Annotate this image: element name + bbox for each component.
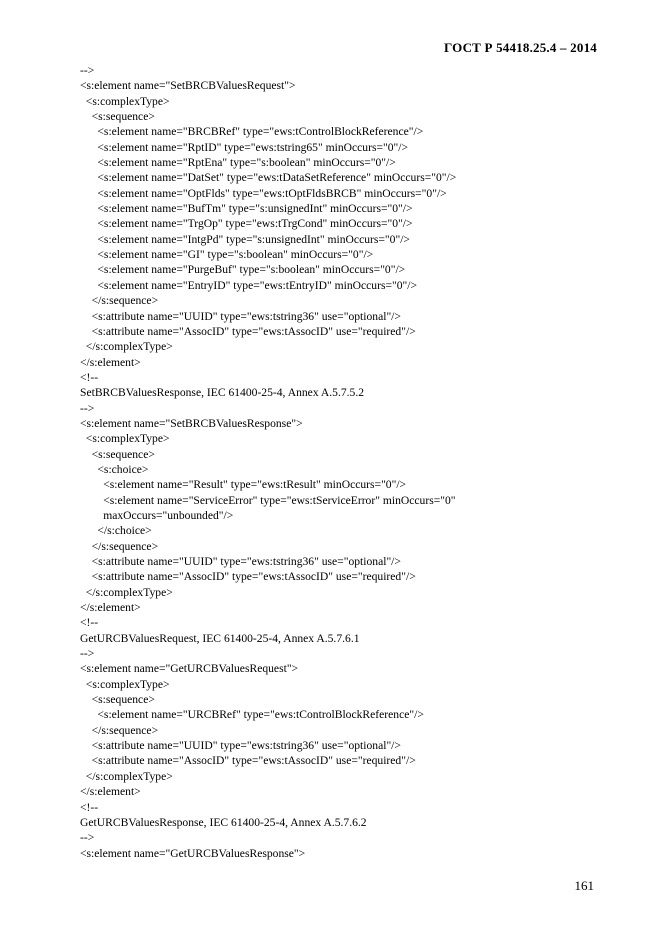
code-line: -->: [80, 647, 95, 661]
code-line: </s:sequence>: [80, 539, 159, 553]
code-line: </s:sequence>: [80, 723, 159, 737]
code-line: <s:choice>: [80, 462, 149, 476]
code-line: maxOccurs="unbounded"/>: [80, 508, 234, 522]
code-line: <s:element name="GI" type="s:boolean" minOccurs="0"/>: [80, 248, 374, 262]
code-line: <s:element name="SetBRCBValuesRequest">: [80, 79, 296, 93]
code-line: -->: [80, 64, 95, 77]
code-line: <s:attribute name="AssocID" type="ews:tAssocID" use="required"/>: [80, 570, 416, 584]
code-line: <s:element name="PurgeBuf" type="s:boolean" minOccurs="0"/>: [80, 263, 406, 277]
code-line: <s:element name="URCBRef" type="ews:tControlBlockReference"/>: [80, 708, 424, 722]
code-line: <!--: [80, 800, 99, 814]
code-line: </s:sequence>: [80, 294, 159, 308]
code-line: <s:element name="RptEna" type="s:boolean" minOccurs="0"/>: [80, 156, 396, 170]
code-line: GetURCBValuesResponse, IEC 61400-25-4, Annex A.5.7.6.2: [80, 815, 367, 829]
code-line: <s:element name="DatSet" type="ews:tDataSetReference" minOccurs="0"/>: [80, 171, 457, 185]
code-line: </s:complexType>: [80, 769, 173, 783]
code-line: <s:sequence>: [80, 110, 155, 124]
code-line: <s:element name="OptFlds" type="ews:tOptFldsBRCB" minOccurs="0"/>: [80, 186, 447, 200]
code-line: <s:element name="SetBRCBValuesResponse">: [80, 416, 303, 430]
code-line: GetURCBValuesRequest, IEC 61400-25-4, Annex A.5.7.6.1: [80, 631, 360, 645]
code-line: </s:element>: [80, 355, 141, 369]
code-line: <s:complexType>: [80, 677, 170, 691]
code-line: <!--: [80, 370, 99, 384]
xml-schema-listing: [80, 63, 580, 861]
code-line: <s:attribute name="UUID" type="ews:tstring36" use="optional"/>: [80, 555, 401, 568]
code-line: <s:element name="BufTm" type="s:unsignedInt" minOccurs="0"/>: [80, 202, 413, 216]
code-line: <s:element name="IntgPd" type="s:unsignedInt" minOccurs="0"/>: [80, 232, 410, 246]
code-line: <s:attribute name="UUID" type="ews:tstring36" use="optional"/>: [80, 309, 401, 323]
code-line: <!--: [80, 616, 99, 630]
code-line: <s:element name="EntryID" type="ews:tEntryID" minOccurs="0"/>: [80, 278, 418, 292]
code-line: <s:sequence>: [80, 693, 155, 707]
code-line: <s:complexType>: [80, 94, 170, 108]
code-line: -->: [80, 831, 95, 845]
code-line: <s:element name="RptID" type="ews:tstring65" minOccurs="0"/>: [80, 140, 409, 154]
code-line: <s:element name="GetURCBValuesResponse">: [80, 846, 306, 860]
code-line: </s:element>: [80, 601, 141, 615]
code-line: <s:element name="GetURCBValuesRequest">: [80, 662, 299, 676]
code-line: <s:sequence>: [80, 447, 155, 461]
code-line: SetBRCBValuesResponse, IEC 61400-25-4, Annex A.5.7.5.2: [80, 386, 365, 400]
code-line: </s:complexType>: [80, 585, 173, 599]
code-line: </s:choice>: [80, 524, 152, 538]
code-line: -->: [80, 401, 95, 415]
code-line: <s:element name="Result" type="ews:tResult" minOccurs="0"/>: [80, 478, 407, 492]
code-line: <s:element name="ServiceError" type="ews:tServiceError" minOccurs="0": [80, 493, 456, 507]
code-line: <s:attribute name="UUID" type="ews:tstring36" use="optional"/>: [80, 739, 401, 753]
code-line: <s:attribute name="AssocID" type="ews:tAssocID" use="required"/>: [80, 754, 416, 768]
code-line: <s:element name="BRCBRef" type="ews:tControlBlockReference"/>: [80, 125, 424, 139]
code-line: <s:element name="TrgOp" type="ews:tTrgCond" minOccurs="0"/>: [80, 217, 413, 231]
code-line: <s:complexType>: [80, 432, 170, 446]
page-number: 161: [574, 878, 594, 893]
code-line: </s:element>: [80, 785, 141, 799]
code-line: <s:attribute name="AssocID" type="ews:tAssocID" use="required"/>: [80, 324, 416, 338]
code-line: </s:complexType>: [80, 340, 173, 354]
page-header-standard: ГОСТ Р 54418.25.4 – 2014: [443, 40, 597, 55]
